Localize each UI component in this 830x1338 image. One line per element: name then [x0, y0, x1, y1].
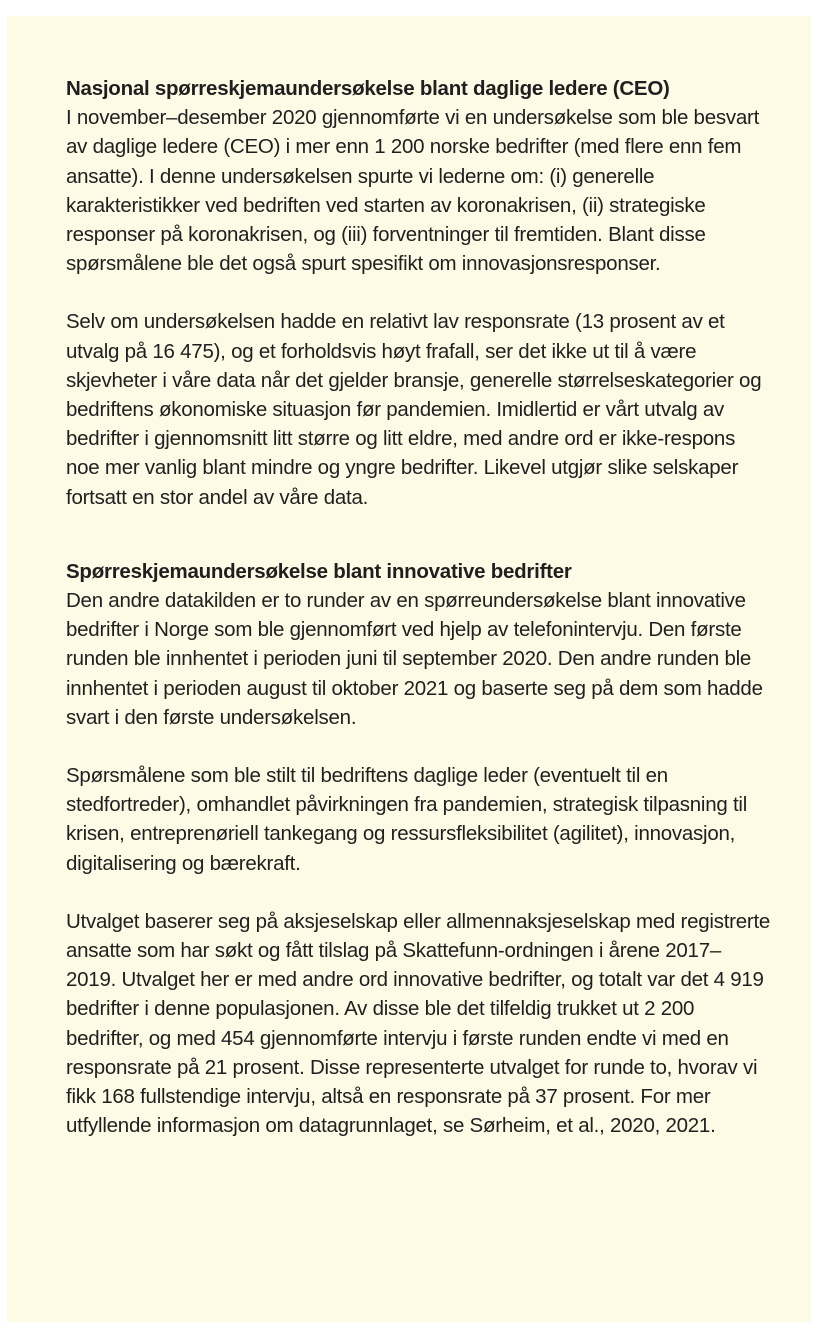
section-paragraph: Selv om undersøkelsen hadde en relativt lav responsrate (13 prosent av et utvalg på 16 475), og et forholdsvis høyt frafall, ser det ikke ut til å være skjevheter i våre data når det gjelder bransje, generelle størrelseskategorier og bedriftens økonomiske situasjon før pandemien. Imidlertid er vårt utvalg av bedrifter i gjennomsnitt litt større og litt eldre, med andre ord er ikke-respons noe mer vanlig blant mindre og yngre bedrifter. Likevel utgjør slike selskaper fortsatt en stor andel av våre data.	[66, 310, 762, 509]
paragraph-text: I november–desember 2020 gjennomførte vi en undersøkelse som ble besvart av daglige ledere (CEO) i mer enn 1 200 norske bedrifter (med flere enn fem ansatte). I denne undersøkelsen spurte vi lederne om: (i) generelle karakteristikker ved bedriften ved starten av koronakrisen, (ii) strategiske responser på koronakrisen, og (iii) forventninger til fremtiden. Blant disse spørsmålene ble det også spurt spesifikt om innovasjonsresponser.	[66, 106, 760, 276]
section-heading: Spørreskjemaundersøkelse blant innovative bedrifter	[66, 559, 572, 583]
section-heading: Nasjonal spørreskjemaundersøkelse blant daglige ledere (CEO)	[66, 77, 670, 100]
paragraph-text: Den andre datakilden er to runder av en spørreundersøkelse blant innovative bedrifter i Norge som ble gjennomført ved hjelp av telefonintervju. Den første runden ble innhentet i perioden juni til september 2020. Den andre runden ble innhentet i perioden august til oktober 2021 og baserte seg på dem som hadde svart i den første undersøkelsen.	[66, 589, 763, 729]
section-paragraph	[66, 74, 771, 278]
section-paragraph: Spørsmålene som ble stilt til bedriftens daglige leder (eventuelt til en stedfortreder), omhandlet påvirkningen fra pandemien, strategisk tilpasning til krisen, entreprenøriell tankegang og ressursfleksibilitet (agilitet), innovasjon, digitalisering og bærekraft.	[66, 764, 748, 875]
section-ceo-survey	[66, 74, 771, 512]
section-innovative-survey	[66, 557, 771, 1141]
text-box	[7, 16, 811, 1322]
section-paragraph: Utvalget baserer seg på aksjeselskap eller allmennaksjeselskap med registrerte ansatte som har søkt og fått tilslag på Skattefunn-ordningen i årene 2017–2019. Utvalget her er med andre ord innovative bedrifter, og totalt var det 4 919 bedrifter i denne populasjonen. Av disse ble det tilfeldig trukket ut 2 200 bedrifter, og med 454 gjennomførte intervju i første runden endte vi med en responsrate på 21 prosent. Disse representerte utvalget for runde to, hvorav vi fikk 168 fullstendige intervju, altså en responsrate på 37 prosent. For mer utfyllende informasjon om datagrunnlaget, se Sørheim, et al., 2020, 2021.	[66, 909, 771, 1138]
section-paragraph	[66, 557, 771, 732]
